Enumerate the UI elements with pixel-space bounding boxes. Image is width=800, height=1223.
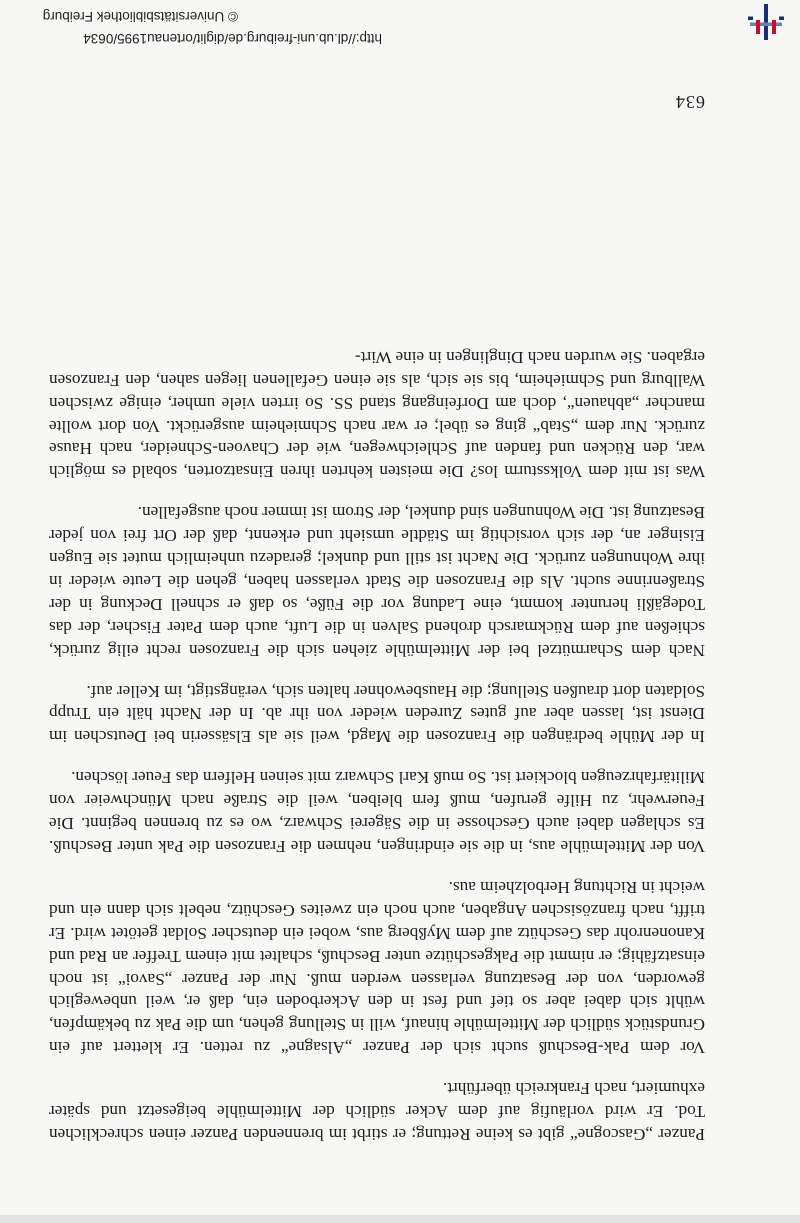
paragraph: Was ist mit dem Volkssturm los? Die meisten kehrten ihren Einsatzorten, sobald es möglich war, den Rücken und fanden auf Schleichwegen, wie der Chavoen-Schneider, nach Hause zurück. Nur dem „Stab“ ging es übel; er war nach Schmieheim ausgerückt. Von dort wollte mancher „abhauen“, doch am Dorfeingang stand SS. So irrten viele umher, einige zwischen Wallburg und Schmieheim, bis sie sich, als sie einen Gefallenen liegen sahen, den Franzosen ergaben. Sie wurden nach Dinglingen in eine Wirt- (49, 347, 705, 482)
paragraph: Nach dem Scharmützel bei der Mittelmühle ziehen sich die Franzosen recht eilig zurück, schießen auf dem Rückmarsch drohend Salven in die Luft, auch dem Pater Fischer, der das Todegäßli herunter kommt, eine Ladung vor die Füße, so daß er schnell Deckung in der Straßenrinne sucht. Als die Franzosen die Stadt verlassen haben, gehen die Leute wieder in ihre Wohnungen zurück. Die Nacht ist still und dunkel; geradezu unheimlich mutet sie Eugen Eisinger an, der sich vorsichtig im Städtle umsieht und erkennt, daß der Ort frei von jeder Besatzung ist. Die Wohnungen sind dunkel, der Strom ist immer noch ausgefallen. (49, 503, 705, 660)
copyright-notice: © Universitätsbibliothek Freiburg (42, 9, 238, 24)
body-text (49, 327, 705, 1145)
page-number: 634 (675, 92, 705, 112)
paragraph: Von der Mittelmühle aus, in die sie eindringen, nehmen die Franzosen die Pak unter Beschuß. Es schlagen dabei auch Geschosse in die Sägerei Schwarz, wo es zu brennen beginnt. Die Feuerwehr, zu Hilfe gerufen, muß fern bleiben, weil die Straße nach Münchweier von Militärfahrzeugen blockiert ist. So muß Karl Schwarz mit seinen Helfern das Feuer löschen. (49, 768, 705, 857)
paragraph: Vor dem Pak-Beschuß sucht sich der Panzer „Alsagne“ zu retten. Er klettert auf ein Grundstück südlich der Mittelmühle hinauf, will in Stellung gehen, um die Pak zu bekämpfen, wühlt sich dabei aber so tief und fest in den Ackerboden ein, daß er, weil unbeweglich geworden, von der Besatzung verlassen werden muß. Nur der Panzer „Savoi“ ist noch einsatzfähig; er nimmt die Pakgeschütze unter Beschuß, schaltet mit einem Treffer an Rad und Kanonenrohr das Geschütz auf dem Myßberg aus, wobei ein deutscher Soldat getötet wird. Er trifft, nach französischen Angaben, auch noch ein zweites Geschütz, nebelt sich dann ein und weicht in Richtung Herbolzheim aus. (49, 877, 705, 1058)
viewer-bottom-strip (0, 1215, 800, 1223)
paragraph: In der Mühle bedrängen die Franzosen die Magd, weil sie als Elsässerin bei Deutschen im Dienst ist, lassen aber auf gutes Zureden wieder von ihr ab. In der Nacht hält ein Trupp Soldaten dort draußen Stellung; die Hausbewohner halten sich, verängstigt, im Keller auf. (49, 681, 705, 747)
paragraph: Panzer „Gascogne“ gibt es keine Rettung; er stirbt im brennenden Panzer einen schrecklichen Tod. Er wird vorläufig auf dem Acker südlich der Mittelmühle beigesetzt und später exhumiert, nach Frankreich überführt. (49, 1079, 705, 1144)
ub-freiburg-logo-icon (746, 2, 786, 42)
source-url: http://dl.ub.uni-freiburg.de/diglit/ortenau1995/0634 (83, 31, 382, 46)
